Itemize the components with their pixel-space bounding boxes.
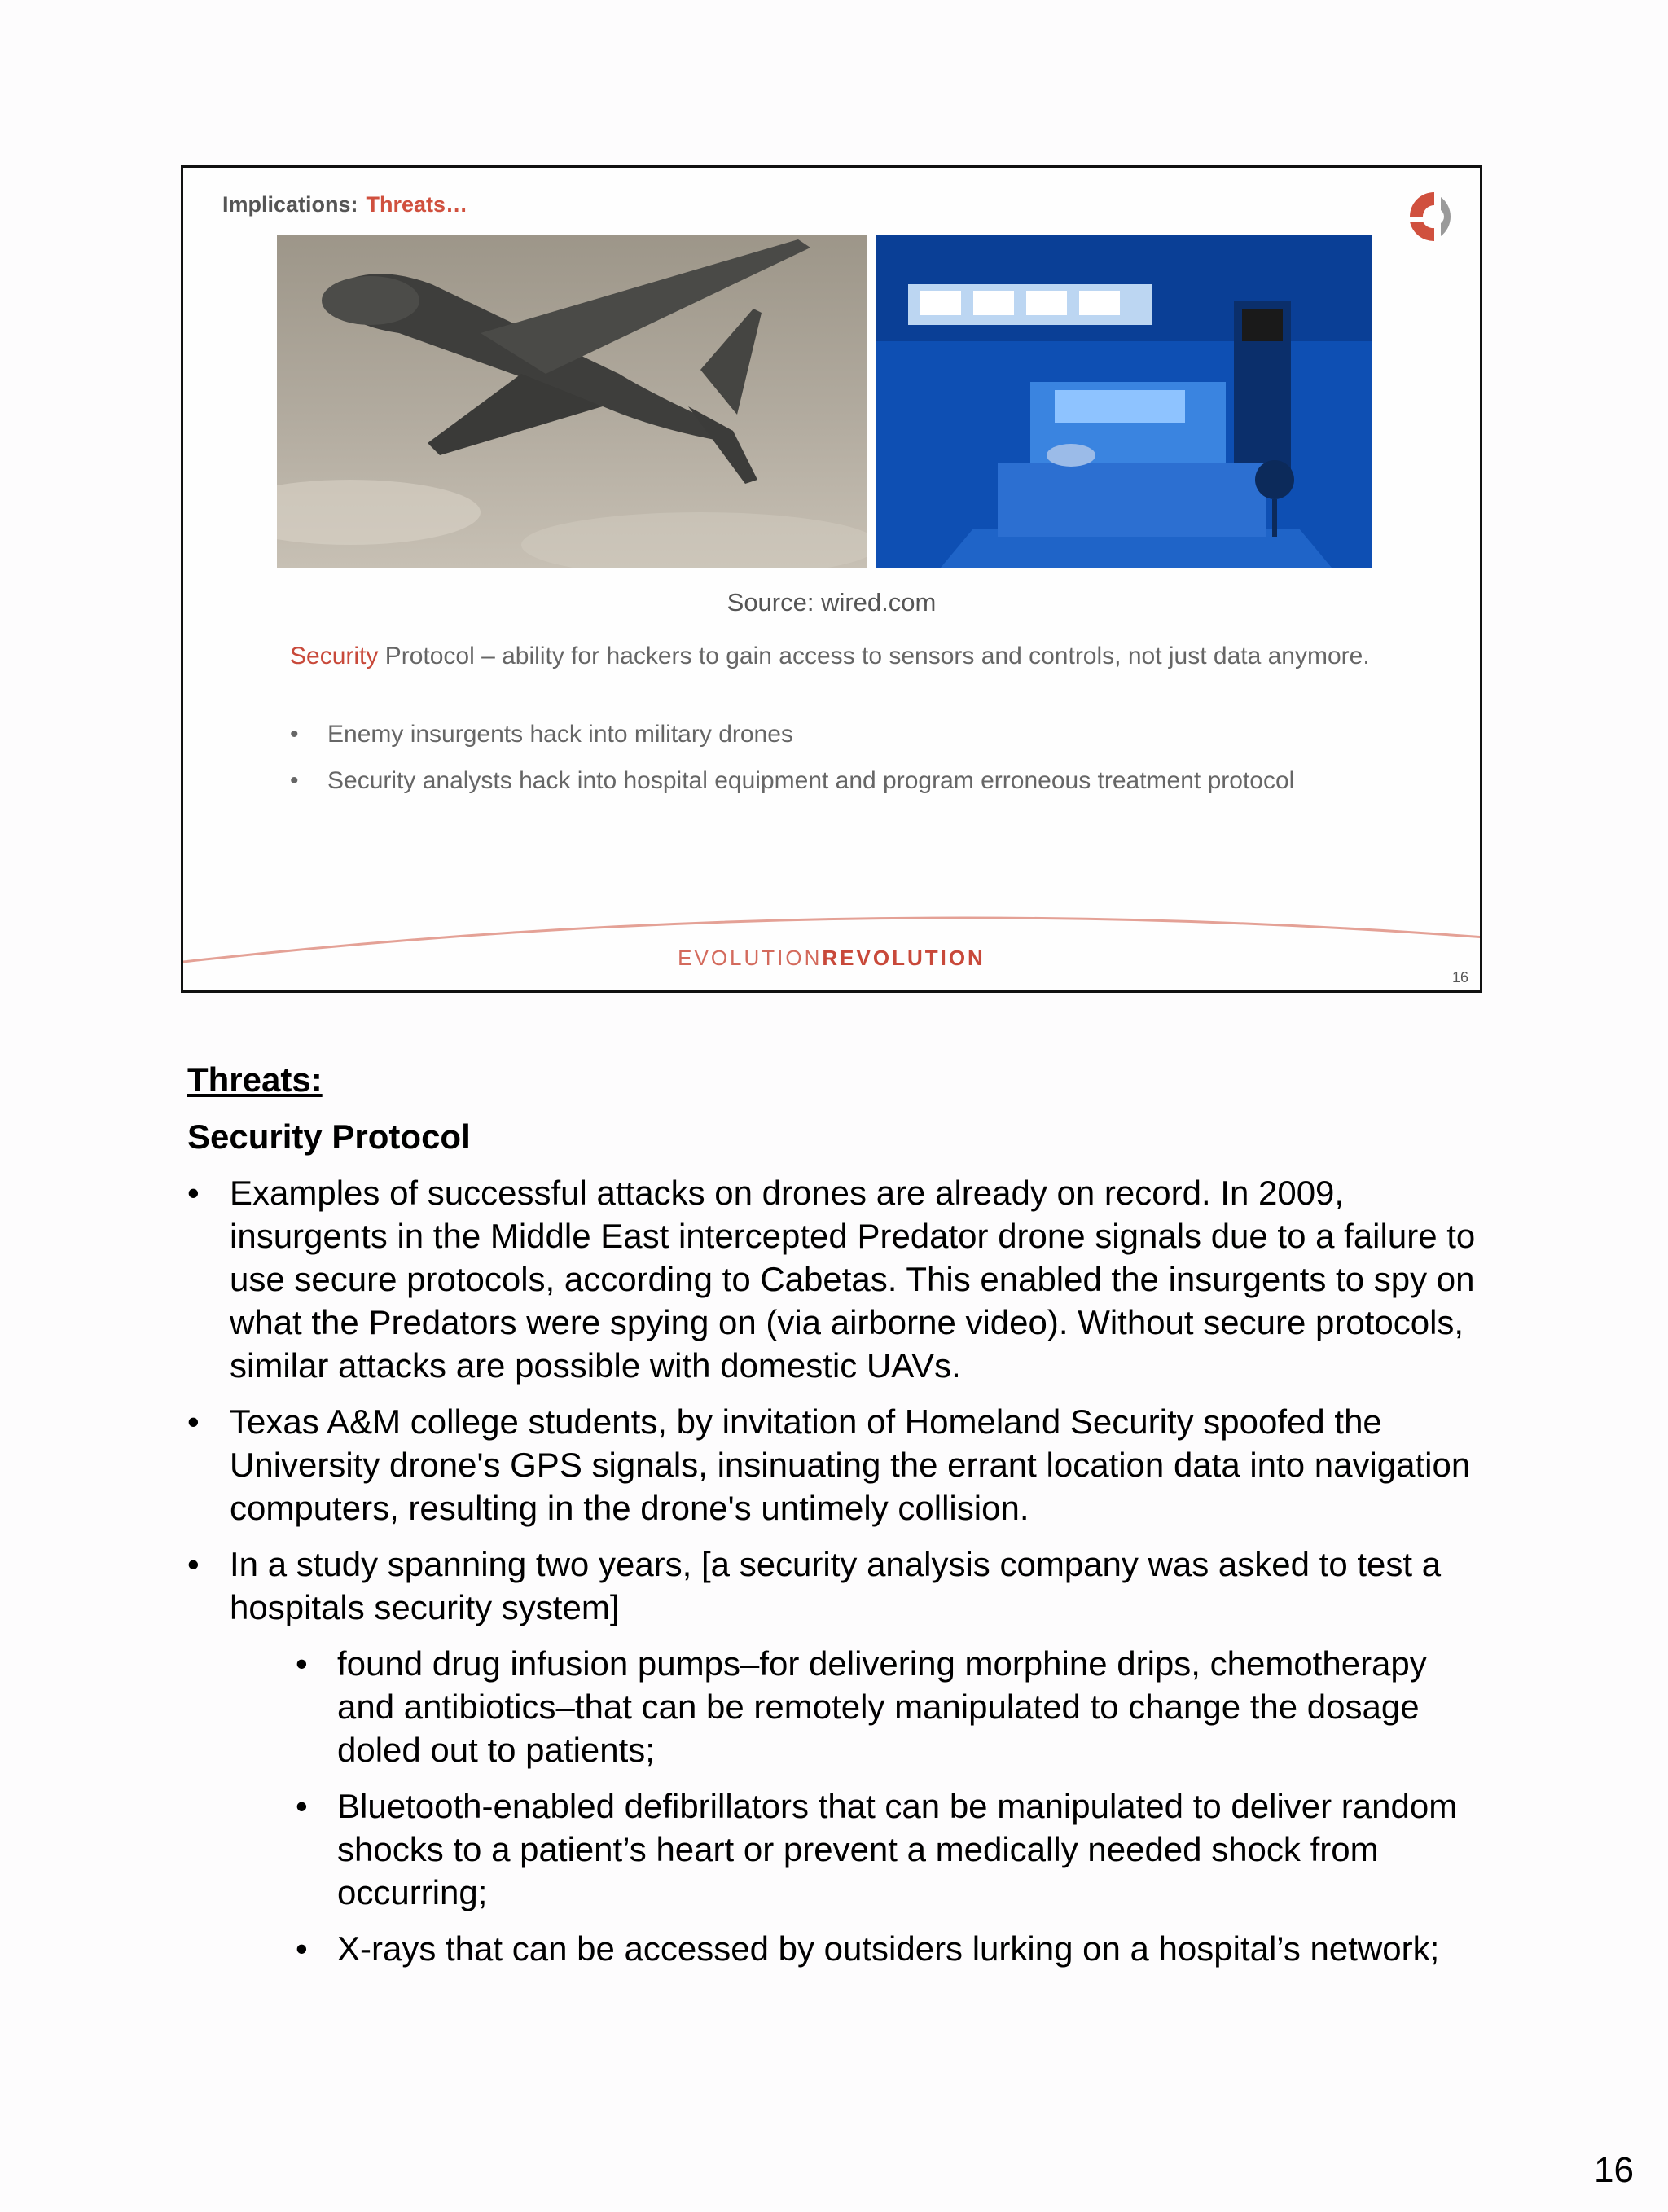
note-text: In a study spanning two years, [a security analysis company was asked to test a hospitals security system]	[230, 1545, 1442, 1626]
bullet-dot: •	[187, 1174, 200, 1212]
slide-footer-b: REVOLUTION	[822, 946, 985, 970]
slide-lead-highlight: Security	[290, 643, 379, 669]
slide-bullet-dot: •	[290, 767, 299, 794]
slide-lead-rest: Protocol – ability for hackers to gain access to sensors and controls, not just data anymore.	[378, 643, 1370, 669]
note-bullet	[187, 1543, 1490, 1629]
slide-bullet	[290, 767, 1294, 795]
slide-bullet-text: Enemy insurgents hack into military drones	[327, 721, 793, 748]
slide-footer-brand	[183, 946, 1480, 971]
slide-bullet-text: Security analysts hack into hospital equipment and program erroneous treatment protocol	[327, 767, 1295, 794]
operating-room-photo	[876, 235, 1372, 568]
notes-subtitle: Security Protocol	[187, 1117, 471, 1156]
slide-bullet	[290, 721, 793, 748]
drone-photo	[277, 235, 867, 568]
slide-header	[222, 192, 467, 217]
bullet-dot: •	[296, 1644, 308, 1683]
note-sub-text: found drug infusion pumps–for delivering morphine drips, chemotherapy and antibiotics–that can be remotely manipulated to change the dosage doled out to patients;	[337, 1644, 1427, 1769]
bullet-dot: •	[296, 1787, 308, 1825]
note-text: Examples of successful attacks on drones are already on record. In 2009, insurgents in the Middle East intercepted Predator drone signals due to a failure to use secure protocols, according to Cabetas. This enabled the insurgents to spy on what the Predators were spying on (via airborne video). Without secure protocols, similar attacks are possible with domestic UAVs.	[230, 1174, 1476, 1385]
note-bullet	[187, 1400, 1490, 1530]
brand-logo-icon	[1398, 186, 1459, 246]
notes-title: Threats:	[187, 1060, 323, 1099]
note-bullet	[187, 1171, 1490, 1387]
slide-header-label: Implications:	[222, 192, 358, 217]
note-text: Texas A&M college students, by invitation of Homeland Security spoofed the University drone's GPS signals, insinuating the errant location data into navigation computers, resulting in the drone's untimely collision.	[230, 1402, 1471, 1527]
note-sub-bullet	[187, 1927, 1490, 1970]
page-number: 16	[1594, 2150, 1634, 2190]
slide-footer-a: EVOLUTION	[678, 946, 823, 970]
note-sub-bullet	[187, 1784, 1490, 1914]
bullet-dot: •	[187, 1402, 200, 1441]
note-sub-bullet	[187, 1642, 1490, 1771]
bullet-dot: •	[187, 1545, 200, 1583]
slide-lead-text	[290, 640, 1373, 672]
speaker-notes	[187, 1059, 1490, 1970]
note-sub-text: Bluetooth-enabled defibrillators that can be manipulated to deliver random shocks to a patient’s heart or prevent a medically needed shock from occurring;	[337, 1787, 1458, 1911]
slide-thumbnail	[181, 165, 1482, 993]
note-sub-text: X-rays that can be accessed by outsiders lurking on a hospital’s network;	[337, 1929, 1440, 1968]
bullet-dot: •	[296, 1929, 308, 1968]
slide-bullet-dot: •	[290, 721, 299, 748]
slide-header-accent: Threats…	[366, 192, 468, 217]
slide-source: Source: wired.com	[726, 588, 937, 617]
slide-number: 16	[1451, 969, 1468, 985]
